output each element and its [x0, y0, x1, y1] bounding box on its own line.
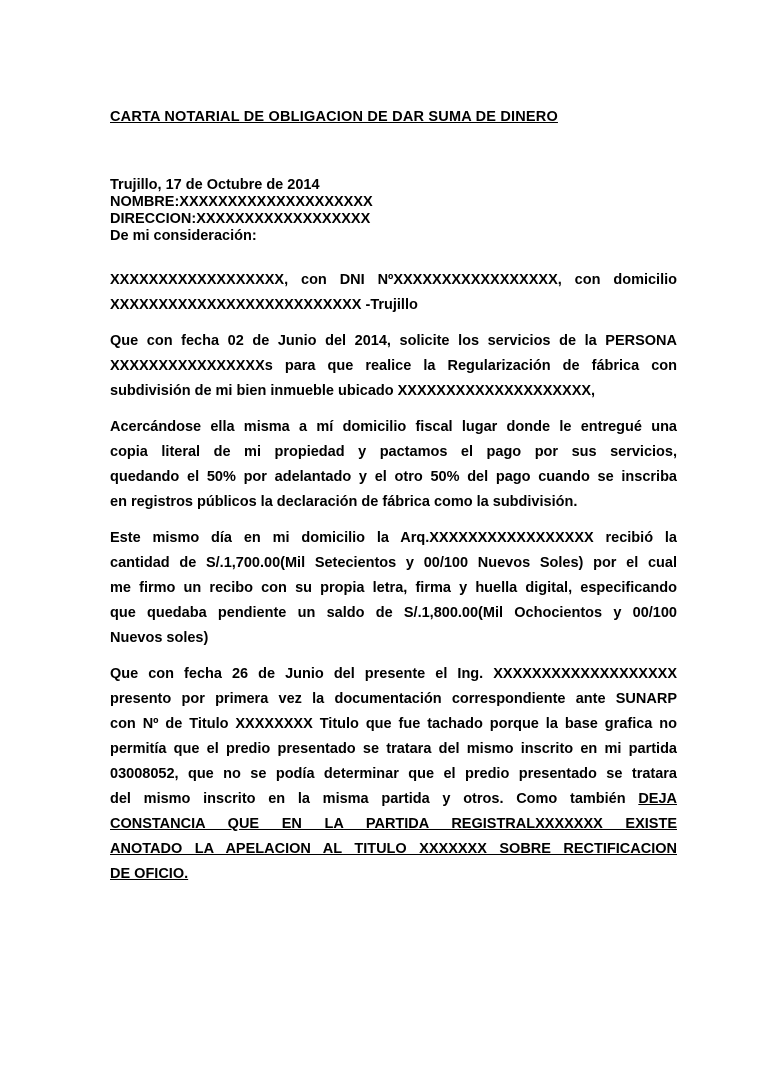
letter-body: [110, 268, 677, 898]
letter-header: [110, 177, 373, 245]
paragraph-sunarp: [110, 662, 677, 887]
paragraph-line: Este mismo día en mi domicilio la Arq.XXXXXXXXXXXXXXXXX recibió la: [110, 530, 677, 546]
paragraph-line: quedando el 50% por adelantado y el otro 50% del pago cuando se inscriba: [110, 469, 677, 485]
paragraph-line: XXXXXXXXXXXXXXXXs para que realice la Regularización de fábrica con: [110, 358, 677, 374]
paragraph-payment: [110, 526, 677, 651]
paragraph-line: subdivisión de mi bien inmueble ubicado XXXXXXXXXXXXXXXXXXXX,: [110, 383, 596, 399]
recipient-name: NOMBRE:XXXXXXXXXXXXXXXXXXXX: [110, 194, 373, 210]
paragraph-services: [110, 329, 677, 404]
paragraph-line: permitía que el predio presentado se tratara del mismo inscrito en mi partida: [110, 741, 677, 757]
paragraph-line: Que con fecha 02 de Junio del 2014, solicite los servicios de la PERSONA: [110, 333, 677, 349]
underlined-line: ANOTADO LA APELACION AL TITULO XXXXXXX SOBRE RECTIFICACION: [110, 841, 677, 857]
document-title: CARTA NOTARIAL DE OBLIGACION DE DAR SUMA DE DINERO: [110, 109, 558, 125]
paragraph-text: del mismo inscrito en la misma partida y otros. Como también: [110, 791, 639, 807]
salutation: De mi consideración:: [110, 228, 257, 244]
paragraph-agreement: [110, 415, 677, 515]
paragraph-line: 03008052, que no se podía determinar que el predio presentado se tratara: [110, 766, 677, 782]
letter-date: Trujillo, 17 de Octubre de 2014: [110, 177, 320, 193]
underlined-line: DE OFICIO.: [110, 866, 189, 882]
paragraph-line: en registros públicos la declaración de fábrica como la subdivisión.: [110, 494, 578, 510]
paragraph-line: XXXXXXXXXXXXXXXXXX, con DNI NºXXXXXXXXXXXXXXXXX, con domicilio: [110, 272, 677, 288]
paragraph-line: cantidad de S/.1,700.00(Mil Setecientos y 00/100 Nuevos Soles) por el cual: [110, 555, 677, 571]
paragraph-line: copia literal de mi propiedad y pactamos el pago por sus servicios,: [110, 444, 677, 460]
underlined-text: DEJA: [638, 791, 677, 807]
paragraph-identification: [110, 268, 677, 318]
paragraph-line: Nuevos soles): [110, 630, 209, 646]
paragraph-line: Que con fecha 26 de Junio del presente el Ing. XXXXXXXXXXXXXXXXXXX: [110, 666, 677, 682]
underlined-line: CONSTANCIA QUE EN LA PARTIDA REGISTRALXXXXXXX EXISTE: [110, 816, 677, 832]
paragraph-line-mixed: [110, 787, 677, 812]
paragraph-line: XXXXXXXXXXXXXXXXXXXXXXXXXX -Trujillo: [110, 297, 418, 313]
paragraph-line: que quedaba pendiente un saldo de S/.1,800.00(Mil Ochocientos y 00/100: [110, 605, 677, 621]
paragraph-line: me firmo un recibo con su propia letra, firma y huella digital, especificando: [110, 580, 677, 596]
paragraph-line: con Nº de Titulo XXXXXXXX Titulo que fue tachado porque la base grafica no: [110, 716, 677, 732]
recipient-address: DIRECCION:XXXXXXXXXXXXXXXXXX: [110, 211, 371, 227]
paragraph-line: Acercándose ella misma a mí domicilio fiscal lugar donde le entregué una: [110, 419, 677, 435]
paragraph-line: presento por primera vez la documentación correspondiente ante SUNARP: [110, 691, 677, 707]
